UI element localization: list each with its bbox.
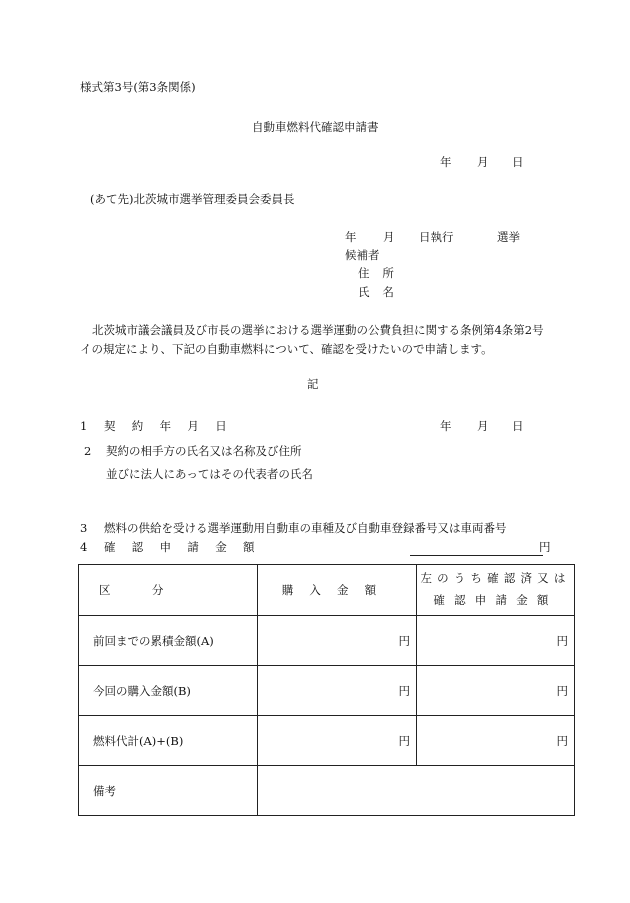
addressee: (あて先)北茨城市選挙管理委員会委員長 <box>90 192 295 206</box>
body-line-1: 北茨城市議会議員及び市長の選挙における選挙運動の公費負担に関する条例第4条第2号 <box>92 323 544 337</box>
row-label-remarks: 備考 <box>79 766 258 816</box>
header-kubun: 区分 <box>79 565 258 616</box>
item2-line-2: 並びに法人にあってはその代表者の氏名 <box>106 467 313 481</box>
item2-number: 2 <box>84 444 92 458</box>
election-day-held: 日執行 <box>419 230 454 244</box>
item1-day: 日 <box>512 419 524 433</box>
item4-yen: 円 <box>539 540 551 554</box>
date-day: 日 <box>512 155 524 169</box>
item1-label: 契 約 年 月 日 <box>104 419 234 433</box>
table-row <box>79 716 575 766</box>
header-confirmed-amount <box>417 565 575 616</box>
amount-underline <box>410 555 543 556</box>
item1-year: 年 <box>440 419 452 433</box>
row-confirmed-yen[interactable]: 円 <box>417 716 575 766</box>
row-label: 燃料代計(A)+(B) <box>79 716 258 766</box>
election-type: 選挙 <box>497 230 520 244</box>
header-purchase-amount: 購入金額 <box>258 565 417 616</box>
table-row <box>79 766 575 816</box>
item1-number: 1 <box>80 419 88 433</box>
candidate-name-label: 氏 名 <box>358 285 399 299</box>
item3-number: 3 <box>80 521 88 535</box>
row-label: 前回までの累積金額(A) <box>79 616 258 666</box>
row-purchase-yen[interactable]: 円 <box>258 666 417 716</box>
candidate-label: 候補者 <box>345 248 380 262</box>
election-month: 月 <box>383 230 395 244</box>
body-line-2: イの規定により、下記の自動車燃料について、確認を受けたいので申請します。 <box>80 342 493 356</box>
row-confirmed-yen[interactable]: 円 <box>417 616 575 666</box>
ki-heading: 記 <box>307 377 319 391</box>
header-confirmed-line-1: 左のうち確認済又は <box>420 571 571 586</box>
date-year: 年 <box>440 155 452 169</box>
item1-month: 月 <box>477 419 489 433</box>
candidate-address-label: 住 所 <box>358 266 399 280</box>
item4-label: 確 認 申 請 金 額 <box>104 540 261 554</box>
item4-number: 4 <box>80 540 88 554</box>
row-purchase-yen[interactable]: 円 <box>258 616 417 666</box>
document-title: 自動車燃料代確認申請書 <box>252 120 379 134</box>
row-confirmed-yen[interactable]: 円 <box>417 666 575 716</box>
remarks-field[interactable] <box>258 766 575 816</box>
table-row <box>79 616 575 666</box>
form-number: 様式第3号(第3条関係) <box>80 80 196 94</box>
row-purchase-yen[interactable]: 円 <box>258 716 417 766</box>
amount-table <box>78 564 575 816</box>
item2-line-1: 契約の相手方の氏名又は名称及び住所 <box>106 444 302 458</box>
header-confirmed-line-2: 確認申請金額 <box>433 593 558 607</box>
row-label: 今回の購入金額(B) <box>79 666 258 716</box>
table-row <box>79 666 575 716</box>
date-month: 月 <box>477 155 489 169</box>
item3-label: 燃料の供給を受ける選挙運動用自動車の車種及び自動車登録番号又は車両番号 <box>104 521 507 535</box>
table-header-row <box>79 565 575 616</box>
election-year: 年 <box>345 230 357 244</box>
